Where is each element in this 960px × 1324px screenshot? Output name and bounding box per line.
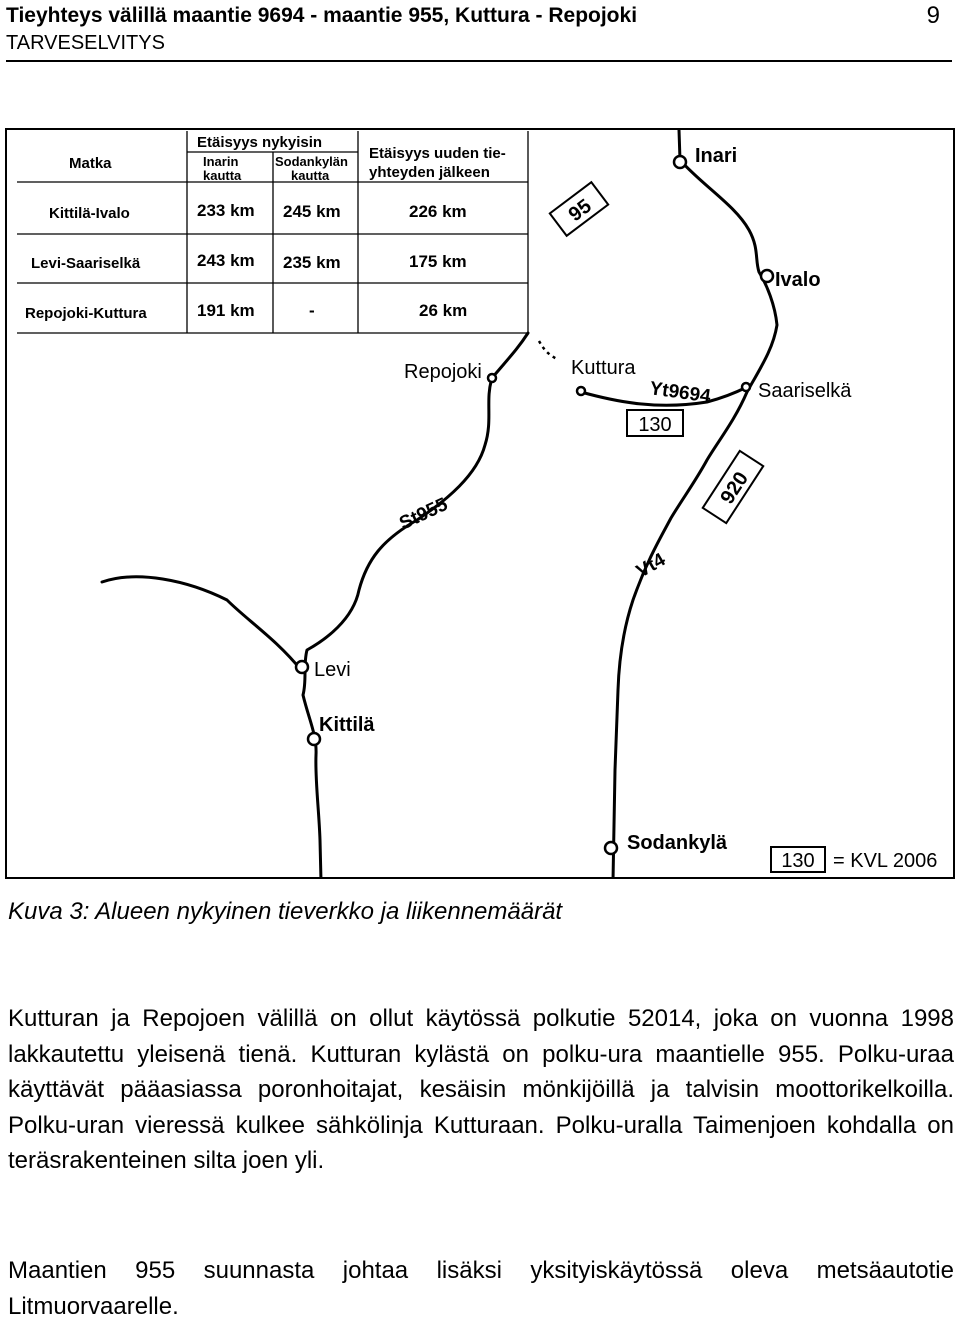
body-paragraph: Maantien 955 suunnasta johtaa lisäksi yksityiskäytössä oleva metsäautotie Litmuorvaarelle. <box>8 1257 954 1320</box>
table-route: Levi-Saariselkä <box>31 255 141 272</box>
place-sodankyla: Sodankylä <box>627 832 728 854</box>
table-header-new-1: Etäisyys uuden tie- <box>369 145 506 162</box>
levi-marker <box>296 661 308 673</box>
place-levi: Levi <box>314 659 351 681</box>
road-st955-label: St955 <box>396 494 452 535</box>
road-920-shield <box>703 451 764 523</box>
table-route: Repojoki-Kuttura <box>25 305 147 322</box>
table-new: 26 km <box>419 301 468 320</box>
table-sodankyla: - <box>309 301 315 320</box>
table-sodankyla: 235 km <box>283 253 341 272</box>
road-yt9694-label: Yt9694 <box>648 378 712 408</box>
table-inari: 233 km <box>197 201 255 220</box>
place-kittila: Kittilä <box>319 714 375 736</box>
road-95-shield <box>550 182 608 236</box>
page-number: 9 <box>926 2 940 29</box>
legend-text: = KVL 2006 <box>833 850 938 872</box>
header-rule <box>6 60 952 62</box>
road-920-label: 920 <box>716 468 753 509</box>
table-route: Kittilä-Ivalo <box>49 205 130 222</box>
legend <box>771 847 937 872</box>
road-95-label: 95 <box>564 195 596 227</box>
table-header-matka: Matka <box>69 155 112 172</box>
table-header-current: Etäisyys nykyisin <box>197 134 323 151</box>
traffic-volume-value: 130 <box>638 414 672 436</box>
place-saariselka: Saariselkä <box>758 380 852 402</box>
page-header-title: Tieyhteys välillä maantie 9694 - maantie 955, Kuttura - Repojoki <box>6 4 638 27</box>
page-header-subtitle: TARVESELVITYS <box>6 32 165 54</box>
table-header-sodankyla-2: kautta <box>291 168 330 183</box>
place-ivalo: Ivalo <box>775 269 821 291</box>
inari-marker <box>674 156 686 168</box>
road-network-map <box>7 130 955 879</box>
place-repojoki: Repojoki <box>404 361 482 383</box>
table-inari: 243 km <box>197 251 255 270</box>
place-kuttura: Kuttura <box>571 357 636 379</box>
legend-box-value: 130 <box>781 850 815 872</box>
ivalo-marker <box>761 270 773 282</box>
repojoki-marker <box>488 374 496 382</box>
table-header-new-2: yhteyden jälkeen <box>369 164 490 181</box>
table-sodankyla: 245 km <box>283 202 341 221</box>
table-header-inari-2: kautta <box>203 168 242 183</box>
sodankyla-marker <box>605 842 617 854</box>
table-inari: 191 km <box>197 301 255 320</box>
body-paragraph: Kutturan ja Repojoen välillä on ollut käytössä polkutie 52014, joka on vuonna 1998 lakkautettu yleisenä tienä. Kutturan kylästä on polku-ura maantielle 955. Polku-uraa käyttävät pääasiassa poronhoitajat, kesäisin mönkijöillä ja talvisin moottorikelkoilla. Polku-uran vieressä kulkee sähkölinja Kutturaan. Polku-uralla Taimenjoen kohdalla on teräsrakenteinen silta joen yli. <box>8 1005 954 1174</box>
table-new: 175 km <box>409 252 467 271</box>
road-levi-west <box>102 577 301 670</box>
kuttura-marker <box>577 387 585 395</box>
figure-caption: Kuva 3: Alueen nykyinen tieverkko ja liikennemäärät <box>8 898 563 925</box>
road-network-figure <box>5 128 955 879</box>
road-st955 <box>303 333 528 879</box>
place-inari: Inari <box>695 145 738 167</box>
road-vt4-label: Vt4 <box>633 549 670 583</box>
table-new: 226 km <box>409 202 467 221</box>
road-95 <box>613 130 777 879</box>
saariselka-marker <box>742 383 750 391</box>
table-header-inari-1: Inarin <box>203 154 239 169</box>
table-header-sodankyla-1: Sodankylän <box>275 154 348 169</box>
path-to-repojoki <box>539 341 557 359</box>
traffic-volume-box <box>627 410 683 436</box>
